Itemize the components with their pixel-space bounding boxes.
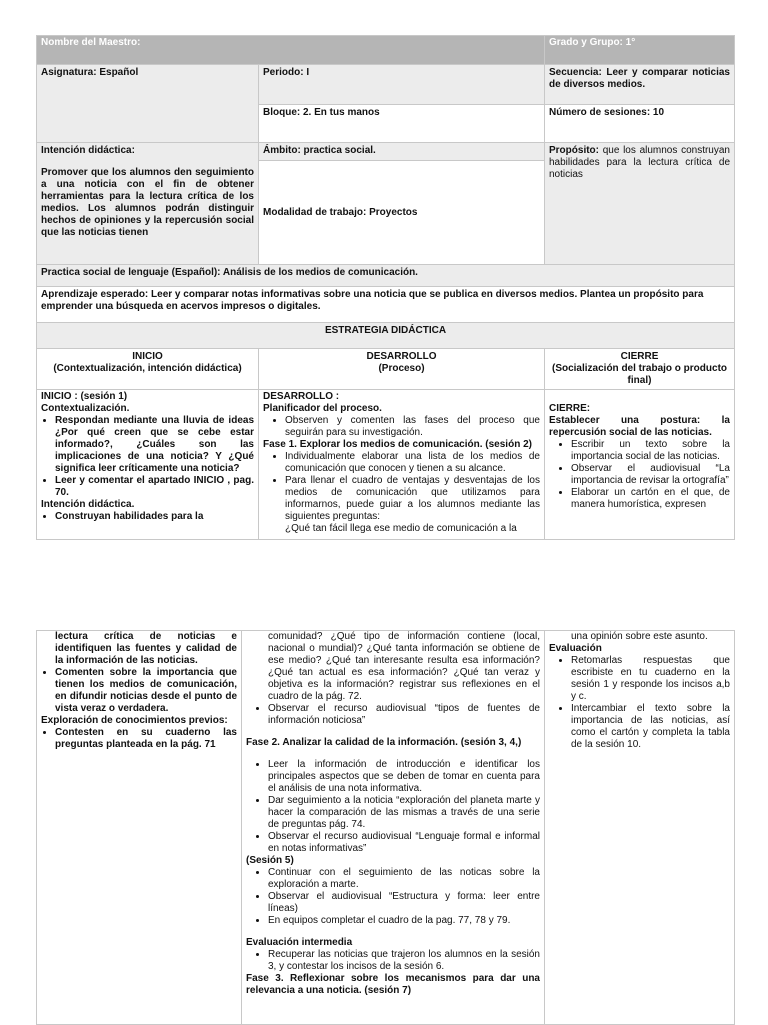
purpose-label: Propósito: xyxy=(549,145,599,156)
list-item: • Para llenar el cuadro de ventajas y desventajas de los medios de comunicación que utilizamos para informarnos, puede guiar a los alumnos mediante las siguientes preguntas: xyxy=(285,475,540,523)
list-item: • Leer y comentar el apartado INICIO , pag. 70. xyxy=(55,475,254,499)
list-item: • Elaborar un cartón en el que, de manera humorística, expresen xyxy=(571,487,730,511)
list-item: • Retomarlas respuestas que escribiste en tu cuaderno en la sesión 1 y responde los incisos a,b y c. xyxy=(571,655,730,703)
grade-group-label: Grado y Grupo: 1° xyxy=(545,36,735,65)
list-item: • Observen y comenten las fases del proceso que seguirán para su investigación. xyxy=(285,415,540,439)
intermediate-evaluation-label: Evaluación intermedia xyxy=(246,937,353,948)
inicio-heading: INICIO : (sesión 1) xyxy=(41,391,128,402)
inicio-column-header xyxy=(37,349,259,390)
social-practice-cell: Practica social de lenguaje (Español): Análisis de los medios de comunicación. xyxy=(37,265,735,287)
intention-text: Promover que los alumnos den seguimiento a una noticia con el fin de obtener herramientas para la lectura crítica de los medios. Los alumnos podrán distinguir hechos de opiniones y la repercusión social que las noticias tienen xyxy=(41,167,254,238)
list-item: • Observar el recurso audiovisual “tipos de fuentes de información noticiosa” xyxy=(268,703,540,727)
desarrollo-heading: DESARROLLO : xyxy=(263,391,340,402)
subject-cell: Asignatura: Español xyxy=(37,65,259,143)
purpose-text: que los alumnos construyan habilidades para la lectura crítica de noticias xyxy=(549,145,730,180)
list-item: • Contesten en su cuaderno las preguntas planteada en la pág. 71 xyxy=(55,727,237,751)
expected-learning-cell: Aprendizaje esperado: Leer y comparar notas informativas sobre una noticia que se publica en diversos medios. Plantea un propósito para emprender una búsqueda en acervos impresos o digitales. xyxy=(37,287,735,323)
planner-label: Planificador del proceso. xyxy=(263,403,382,414)
list-item: • Dar seguimiento a la noticia “exploración del planeta marte y hacer la comparación de las mismas a través de una serie de preguntas pág. 74. xyxy=(268,795,540,831)
desarrollo-content-page-2 xyxy=(242,631,545,1025)
list-item: • Observar el recurso audiovisual “Lenguaje formal e informal en notas informativas” xyxy=(268,831,540,855)
modality-cell: Modalidad de trabajo: Proyectos xyxy=(259,161,545,265)
stance-label: Establecer una postura: la repercusión social de las noticias. xyxy=(549,415,730,438)
block-cell: Bloque: 2. En tus manos xyxy=(259,105,545,143)
inicio-content-page-2 xyxy=(37,631,242,1025)
desarrollo-subtitle: (Proceso) xyxy=(378,363,425,374)
period-cell: Periodo: I xyxy=(259,65,545,105)
inicio-title: INICIO xyxy=(132,351,163,362)
list-item: • Continuar con el seguimiento de las noticas sobre la exploración a marte. xyxy=(268,867,540,891)
header-row xyxy=(37,36,735,65)
contextualization-label: Contextualización. xyxy=(41,403,130,414)
desarrollo-column-header xyxy=(259,349,545,390)
plan-table-page-1 xyxy=(36,35,734,540)
list-item: • Comenten sobre la importancia que tienen los medios de comunicación, en difundir noticias desde el punto de vista veraz o verdadera. xyxy=(55,667,237,715)
teacher-name-label: Nombre del Maestro: xyxy=(37,36,545,65)
list-item: • En equipos completar el cuadro de la pag. 77, 78 y 79. xyxy=(268,915,540,927)
phase-3-label: Fase 3. Reflexionar sobre los mecanismos para dar una relevancia a una noticia. (sesión 7) xyxy=(246,973,540,996)
list-item: • Intercambiar el texto sobre la importancia de las noticias, así como el cartón y completa la tabla de la sesión 10. xyxy=(571,703,730,751)
cierre-column-header xyxy=(545,349,735,390)
exploration-label: Exploración de conocimientos previos: xyxy=(41,715,228,726)
list-item: • Construyan habilidades para la xyxy=(55,511,254,523)
desarrollo-content-page-1 xyxy=(259,390,545,540)
list-item: • Observar el audiovisual “La importancia de revisar la ortografía” xyxy=(571,463,730,487)
phase-2-label: Fase 2. Analizar la calidad de la información. (sesión 3, 4,) xyxy=(246,737,522,748)
desarrollo-title: DESARROLLO xyxy=(366,351,437,362)
list-item: • Individualmente elaborar una lista de los medios de comunicación que conocen y tienen a su alcance. xyxy=(285,451,540,475)
cierre-continuation: una opinión sobre este asunto. xyxy=(571,631,708,642)
list-item: • Leer la información de introducción e identificar los principales aspectos que se deben de tomar en cuenta para el análisis de una nota informativa. xyxy=(268,759,540,795)
purpose-cell xyxy=(545,143,735,265)
sessions-cell: Número de sesiones: 10 xyxy=(545,105,735,143)
phase-1-label: Fase 1. Explorar los medios de comunicación. (sesión 2) xyxy=(263,439,532,450)
list-item: • Observar el audiovisual “Estructura y forma: leer entre líneas) xyxy=(268,891,540,915)
intention-cell xyxy=(37,143,259,265)
sequence-cell: Secuencia: Leer y comparar noticias de diversos medios. xyxy=(545,65,735,105)
list-item: • Respondan mediante una lluvia de ideas ¿Por qué creen que se cebe estar informado?, ¿Cuáles son las implicaciones de una noticia? Y ¿Qué significa leer críticamente una noticia? xyxy=(55,415,254,475)
list-item: • Escribir un texto sobre la importancia social de las noticias. xyxy=(571,439,730,463)
inicio-continuation: lectura crítica de noticias e identifiquen las fuentes y calidad de la información de las noticias. xyxy=(55,631,237,666)
cierre-heading: CIERRE: xyxy=(549,403,591,414)
cierre-content-page-1 xyxy=(545,390,735,540)
desarrollo-continuation: comunidad? ¿Qué tipo de información contiene (local, nacional o mundial)? ¿Qué tanta información se obtiene de ese medio? ¿Qué tan interesante resulta esa información? ¿Qué tan actual es esa información? ¿Qué tan veraz y objetiva es la información? registrar sus reflexiones en el cuadro de la pág. 72. xyxy=(268,631,540,702)
cierre-subtitle: (Socialización del trabajo o producto final) xyxy=(551,363,728,386)
cierre-content-page-2 xyxy=(545,631,735,1025)
inicio-subtitle: (Contextualización, intención didáctica) xyxy=(53,363,242,374)
intention-label: Intención didáctica: xyxy=(41,145,135,156)
strategy-heading: ESTRATEGIA DIDÁCTICA xyxy=(37,323,735,349)
question-text: ¿Qué tan fácil llega ese medio de comunicación a la xyxy=(285,523,517,534)
inicio-content-page-1 xyxy=(37,390,259,540)
didactic-intention-label: Intención didáctica. xyxy=(41,499,135,510)
scope-cell: Ámbito: practica social. xyxy=(259,143,545,161)
list-item: • Recuperar las noticias que trajeron los alumnos en la sesión 3, y contestar los incisos de la sesión 6. xyxy=(268,949,540,973)
session-5-label: (Sesión 5) xyxy=(246,855,294,866)
evaluation-label: Evaluación xyxy=(549,643,602,654)
cierre-title: CIERRE xyxy=(620,351,659,362)
plan-table-page-2 xyxy=(36,630,734,1025)
